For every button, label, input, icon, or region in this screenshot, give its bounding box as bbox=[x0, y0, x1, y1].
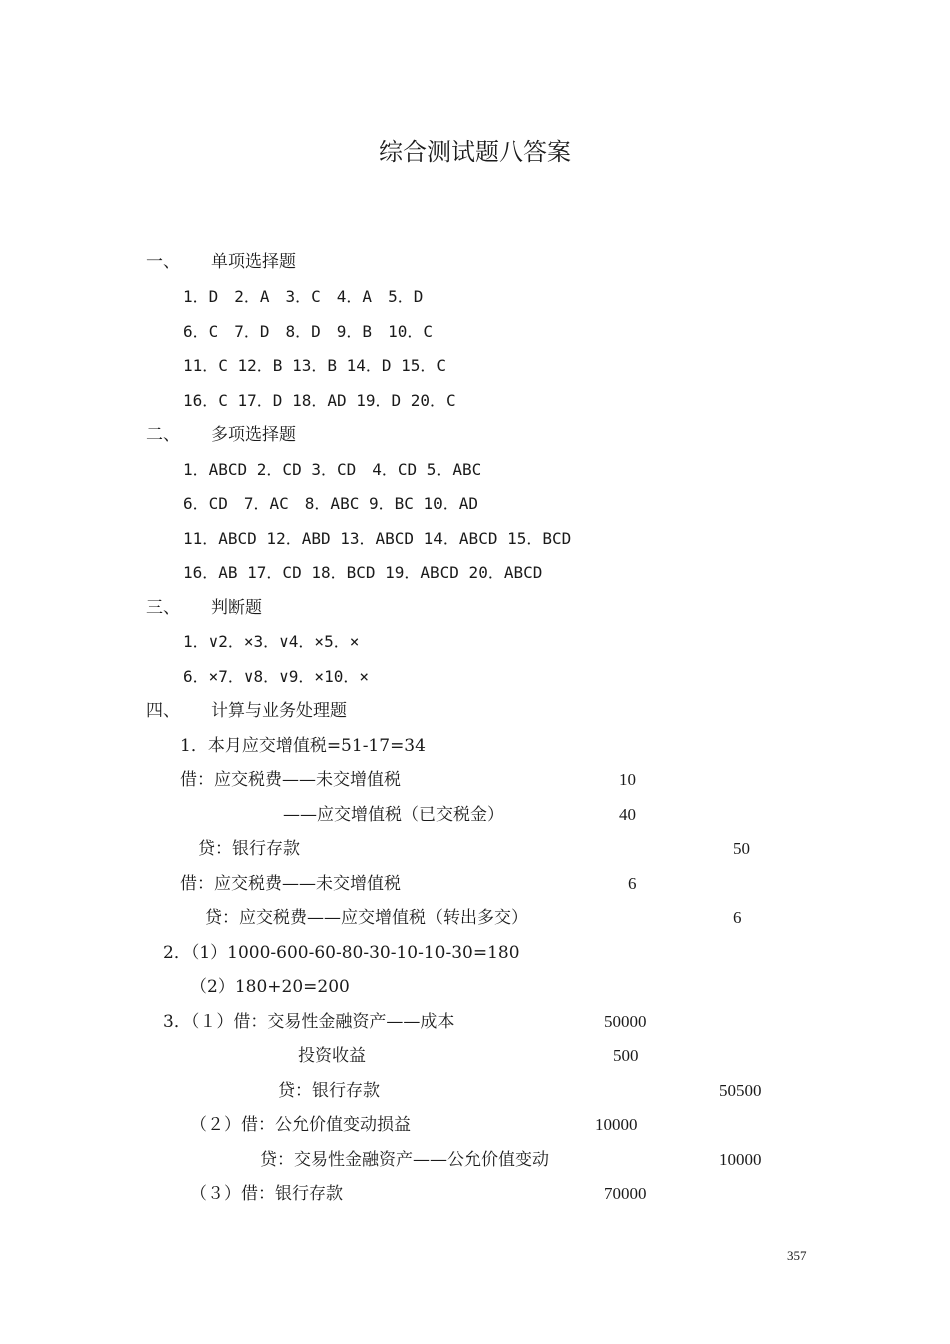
answer-line: 11．ABCD 12．ABD 13．ABCD 14．ABCD 15．BCD bbox=[183, 529, 572, 548]
page-number: 357 bbox=[787, 1248, 807, 1263]
answer-line: 6．×7．∨8．∨9．×10．× bbox=[183, 667, 369, 686]
page-title: 综合测试题八答案 bbox=[379, 138, 571, 166]
answer-line: 1．∨2．×3．∨4．×5．× bbox=[183, 632, 360, 651]
debit-amount: 70000 bbox=[604, 1184, 647, 1203]
debit-amount: 50000 bbox=[604, 1012, 647, 1031]
section-heading: 单项选择题 bbox=[211, 252, 296, 272]
answer-line: 1．ABCD 2．CD 3．CD 4．CD 5．ABC bbox=[183, 460, 482, 479]
journal-entry-text: （３）借：银行存款 bbox=[190, 1184, 343, 1204]
journal-entry-text: 借：应交税费——未交增值税 bbox=[180, 874, 401, 894]
journal-entry-text: 贷：银行存款 bbox=[198, 839, 300, 859]
journal-entry-text: 贷：银行存款 bbox=[278, 1081, 380, 1101]
credit-amount: 50 bbox=[733, 839, 750, 858]
calculation-line: 2．（1）1000-600-60-80-30-10-10-30=180 bbox=[163, 943, 520, 963]
answer-line: 16．AB 17．CD 18．BCD 19．ABCD 20．ABCD bbox=[183, 563, 543, 582]
journal-entry-text: 投资收益 bbox=[298, 1046, 366, 1066]
answer-line: 6．CD 7．AC 8．ABC 9．BC 10．AD bbox=[183, 494, 479, 513]
calculation-line: （2）180+20=200 bbox=[190, 977, 350, 997]
answer-line: 6．C 7．D 8．D 9．B 10．C bbox=[183, 322, 433, 341]
section-number: 四、 bbox=[146, 701, 180, 721]
answer-line: 16．C 17．D 18．AD 19．D 20．C bbox=[183, 391, 456, 410]
debit-amount: 500 bbox=[613, 1046, 639, 1065]
section-heading: 多项选择题 bbox=[211, 425, 296, 445]
credit-amount: 50500 bbox=[719, 1081, 762, 1100]
question-intro: 1．本月应交增值税=51-17=34 bbox=[180, 736, 426, 756]
journal-entry-text: （２）借：公允价值变动损益 bbox=[190, 1115, 411, 1135]
debit-amount: 40 bbox=[619, 805, 636, 824]
section-heading: 判断题 bbox=[211, 598, 262, 618]
debit-amount: 10000 bbox=[595, 1115, 638, 1134]
debit-amount: 10 bbox=[619, 770, 636, 789]
journal-entry-text: 贷：交易性金融资产——公允价值变动 bbox=[260, 1150, 549, 1170]
answer-line: 1．D 2．A 3．C 4．A 5．D bbox=[183, 287, 424, 306]
credit-amount: 10000 bbox=[719, 1150, 762, 1169]
journal-entry-text: ——应交增值税（已交税金） bbox=[283, 805, 504, 825]
section-heading: 计算与业务处理题 bbox=[211, 701, 347, 721]
debit-amount: 6 bbox=[628, 874, 637, 893]
section-number: 一、 bbox=[146, 252, 180, 272]
journal-entry-text: 贷：应交税费——应交增值税（转出多交） bbox=[205, 908, 528, 928]
credit-amount: 6 bbox=[733, 908, 742, 927]
answer-line: 11．C 12．B 13．B 14．D 15．C bbox=[183, 356, 447, 375]
section-number: 二、 bbox=[146, 425, 180, 445]
section-number: 三、 bbox=[146, 598, 180, 618]
journal-entry-text: 3．（１）借：交易性金融资产——成本 bbox=[163, 1012, 455, 1032]
journal-entry-text: 借：应交税费——未交增值税 bbox=[180, 770, 401, 790]
